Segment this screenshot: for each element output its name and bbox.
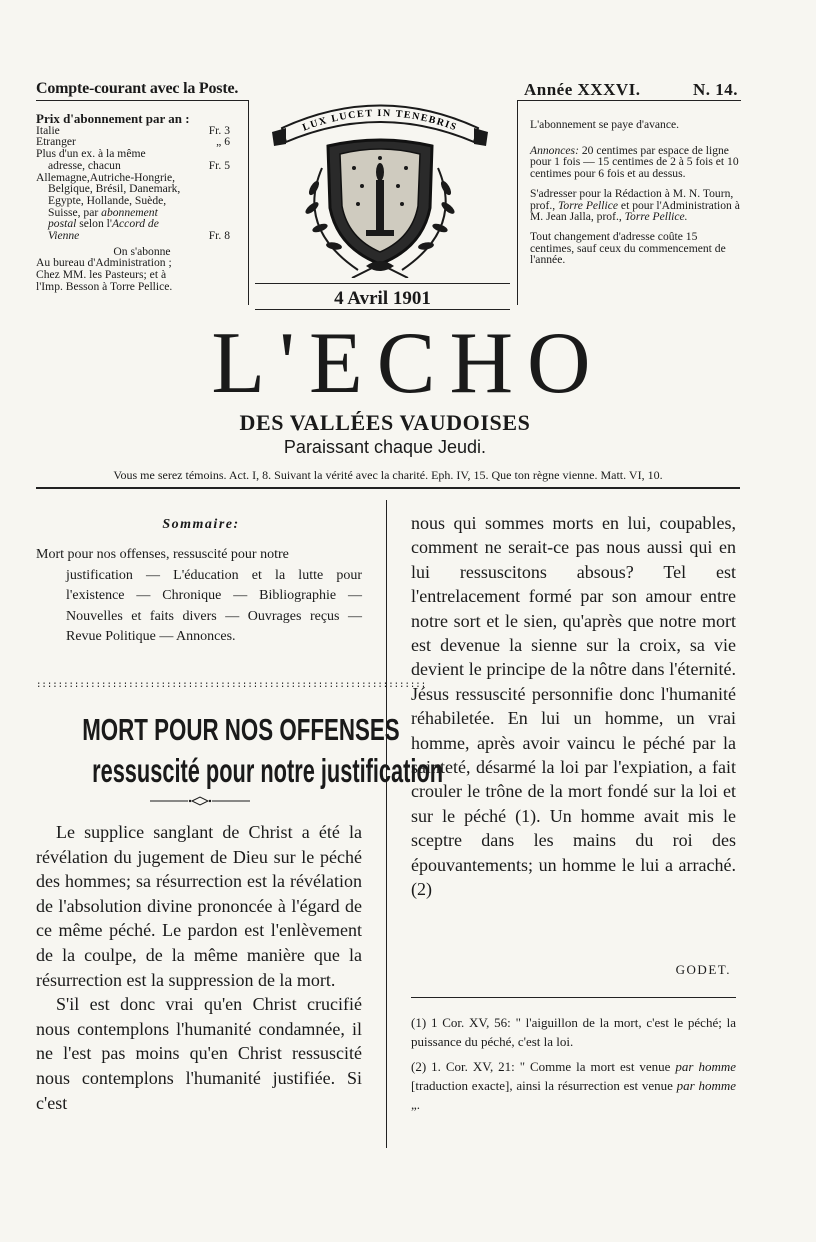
- address-note: [530, 188, 741, 223]
- postal-account-note: Compte-courant avec la Poste.: [36, 80, 239, 97]
- dotted-separator: ::::::::::::::::::::::::::::::::::::::::::::::::::::::::::::::::::::::::: [36, 680, 427, 690]
- on-abonne-line: On s'abonne: [113, 244, 171, 258]
- article-title-line-1: MORT POUR NOS OFFENSES: [82, 712, 400, 747]
- chez-line: Chez MM. les Pasteurs; et à: [36, 268, 167, 282]
- price-etranger: „ 6: [216, 135, 230, 149]
- scripture-motto: Vous me serez témoins. Act. I, 8. Suivant la vérité avec la charité. Eph. IV, 15. Que ton règne vienne. Matt. VI, 10.: [36, 468, 740, 489]
- countries-line-4b: abonnement: [101, 205, 158, 219]
- footnote-1: (1) 1 Cor. XV, 56: " l'aiguillon de la mort, c'est le péché; la puissance du péché, c'est la loi.: [411, 1015, 736, 1049]
- column-divider: [386, 500, 387, 1148]
- footnote-2: [411, 1057, 736, 1114]
- countries-line-5c: Accord de: [111, 217, 159, 231]
- article-paragraph-3: nous qui sommes morts en lui, coupables, comment ne serait-ce pas nous aussi qui en lui ressuscitons absous? Tel est l'entrelacement formé par son amour entre notre sort et le sien, qu'après que notre mort est devenue la sienne sur la croix, sa vie devient le principe de la nôtre dans l'éternité. Jésus ressuscité personnifie donc l'humanité réhabiletée. En lui un homme, un vrai homme, après avoir vaincu le péché par la sainteté, désarmé la loi par l'expiation, a fait crouler le trône de la mort fondé sur la loi et sur le péché (1). Un homme avait mis le sceptre dans les mains du roi des épouvantements; un homme le lui a arraché. (2): [411, 513, 736, 900]
- footnote-2-c: „.: [411, 1097, 421, 1112]
- price-vienne: Fr. 8: [208, 229, 230, 243]
- adresse-line: adresse, chacun: [48, 158, 121, 172]
- footnote-2-a: (2) 1. Cor. XV, 21: " Comme la mort est venue: [411, 1059, 676, 1074]
- date-rule-top: [255, 283, 510, 284]
- prices-title: Prix d'abonnement par an :: [36, 111, 190, 126]
- waldensian-emblem-icon: [262, 88, 498, 278]
- sommaire-heading: Sommaire:: [162, 517, 240, 532]
- article-title-line-2: ressuscité pour notre justification: [92, 752, 444, 789]
- issue-date: 4 Avril 1901: [334, 288, 431, 309]
- article-paragraph-2: S'il est donc vrai qu'en Christ crucifié nous contemplons l'humanité condamnée, il ne l'est pas moins qu'en Christ ressuscité nous contemplons l'humanité justifiée. Si c'est: [36, 994, 362, 1113]
- date-rule-bottom: [255, 309, 510, 310]
- change-address-note: Tout changement d'adresse coûte 15 centimes, sauf ceux du commencement de l'année.: [530, 229, 726, 267]
- price-adresse: Fr. 5: [208, 158, 230, 172]
- footnotes: [411, 1013, 736, 1120]
- article-signature: GODET.: [675, 962, 731, 977]
- footnote-2-i1: par homme: [675, 1059, 736, 1074]
- emblem-motto: LUX LUCET IN TENEBRIS: [301, 107, 459, 134]
- bureau-line: Au bureau d'Administration ;: [36, 256, 172, 270]
- issue-number: [524, 80, 738, 100]
- address-text-b: et pour l'Administration à M. Jean Jalla, prof.,: [530, 198, 740, 224]
- countries-line-2: Belgique, Brésil, Danemark,: [48, 182, 181, 196]
- annonces-label: Annonces:: [530, 143, 579, 157]
- price-italie: Fr. 3: [208, 123, 230, 137]
- masthead-title: L'ECHO: [211, 315, 605, 412]
- issue-no: N. 14.: [692, 80, 738, 99]
- countries-line-1: Allemagne,Autriche-Hongrie,: [36, 170, 176, 184]
- subscription-prices-box: [36, 100, 249, 305]
- article-body-left: [36, 820, 362, 1115]
- sommaire-contents: [36, 545, 362, 648]
- administration-box: [517, 100, 741, 305]
- country-etranger: Etranger: [36, 135, 76, 149]
- annonces-note: [530, 145, 741, 180]
- countries-line-5b: selon l': [79, 217, 112, 231]
- footnote-rule: [411, 997, 736, 998]
- imprimerie-line: l'Imp. Besson à Torre Pellice.: [36, 279, 173, 293]
- sommaire-first-line: Mort pour nos offenses, ressuscité pour notre: [36, 547, 289, 562]
- article-body-right: [411, 511, 736, 902]
- masthead-subtitle: DES VALLÉES VAUDOISES: [239, 410, 531, 435]
- countries-line-3: Egypte, Hollande, Suède,: [48, 193, 167, 207]
- plus-ex-line: Plus d'un ex. à la même: [36, 147, 146, 161]
- countries-line-4a: Suisse, par: [48, 205, 99, 219]
- publication-frequency: Paraissant chaque Jeudi.: [283, 437, 487, 457]
- sommaire-rest: justification — L'éducation et la lutte pour l'existence — Chronique — Bibliographie — Nouvelles et faits divers — Ouvrages reçus — Revue Politique — Annonces.: [66, 567, 362, 644]
- article-paragraph-1: Le supplice sanglant de Christ a été la révélation du jugement de Dieu sur le péché des hommes; sa résurrection est la révélation de l'absolution divine prononcée à l'égard de ce même péché. Le pardon est l'enlèvement de la coulpe, de la même manière que la résurrection est la suppression de la mort.: [36, 822, 362, 990]
- annonces-text: 20 centimes par espace de ligne pour 1 fois — 15 centimes de 2 à 5 fois et 10 centimes pour 6 fois et au dessus.: [530, 143, 739, 181]
- address-text-a: S'adresser pour la Rédaction à M. N. Tourn, prof.,: [530, 186, 734, 212]
- country-italie: Italie: [36, 123, 60, 137]
- title-ornament-icon: [150, 796, 250, 806]
- payment-note: L'abonnement se paye d'avance.: [530, 118, 680, 131]
- issue-year: Année XXXVI.: [524, 80, 641, 99]
- address-place-2: Torre Pellice.: [624, 210, 688, 224]
- footnote-2-i2: par homme: [676, 1078, 736, 1093]
- address-place-1: Torre Pellice: [558, 198, 619, 212]
- countries-line-6: Vienne: [48, 229, 80, 243]
- countries-line-5a: postal: [48, 217, 77, 231]
- footnote-2-b: [traduction exacte], ainsi la résurrection est venue: [411, 1078, 677, 1093]
